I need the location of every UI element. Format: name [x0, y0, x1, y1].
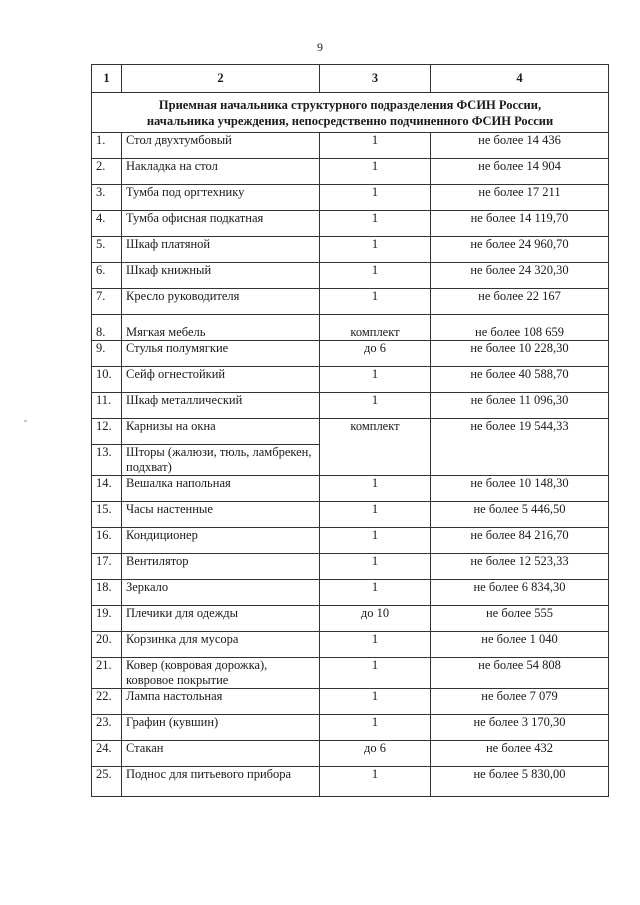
table-row	[92, 367, 609, 393]
item-name: Шкаф платяной	[122, 237, 320, 263]
item-name: Шторы (жалюзи, тюль, ламбрекен, подхват)	[122, 445, 320, 476]
table-row	[92, 133, 609, 159]
row-number: 14.	[92, 476, 122, 502]
item-quantity: 1	[320, 133, 431, 159]
item-quantity: 1	[320, 554, 431, 580]
item-name: Стулья полумягкие	[122, 341, 320, 367]
item-name: Лампа настольная	[122, 689, 320, 715]
header-col-4: 4	[431, 65, 609, 93]
table-row	[92, 502, 609, 528]
item-name: Корзинка для мусора	[122, 632, 320, 658]
row-number: 18.	[92, 580, 122, 606]
row-number: 3.	[92, 185, 122, 211]
header-col-2: 2	[122, 65, 320, 93]
table-row	[92, 689, 609, 715]
row-number: 8.	[92, 315, 122, 341]
item-price: не более 555	[431, 606, 609, 632]
item-price: не более 24 320,30	[431, 263, 609, 289]
row-number: 19.	[92, 606, 122, 632]
table-row	[92, 741, 609, 767]
table-row	[92, 554, 609, 580]
item-price: не более 5 830,00	[431, 767, 609, 797]
item-name: Шкаф книжный	[122, 263, 320, 289]
row-number: 1.	[92, 133, 122, 159]
item-price: не более 1 040	[431, 632, 609, 658]
row-number: 17.	[92, 554, 122, 580]
item-name: Плечики для одежды	[122, 606, 320, 632]
item-price: не более 40 588,70	[431, 367, 609, 393]
row-number: 11.	[92, 393, 122, 419]
item-price: не более 108 659	[431, 315, 609, 341]
item-quantity: комплект	[320, 315, 431, 341]
row-number: 16.	[92, 528, 122, 554]
row-number: 9.	[92, 341, 122, 367]
item-name: Тумба офисная подкатная	[122, 211, 320, 237]
section-header-row	[92, 93, 609, 133]
row-number: 10.	[92, 367, 122, 393]
item-quantity: 1	[320, 689, 431, 715]
table-row	[92, 528, 609, 554]
table-row	[92, 715, 609, 741]
table-row	[92, 767, 609, 797]
table-row	[92, 315, 609, 341]
item-name: Часы настенные	[122, 502, 320, 528]
item-price: не более 3 170,30	[431, 715, 609, 741]
item-price: не более 14 904	[431, 159, 609, 185]
section-title-line-1: Приемная начальника структурного подразделения ФСИН России,	[158, 97, 542, 112]
table-row	[92, 211, 609, 237]
item-name: Шкаф металлический	[122, 393, 320, 419]
item-price: не более 22 167	[431, 289, 609, 315]
row-number: 6.	[92, 263, 122, 289]
item-quantity: 1	[320, 263, 431, 289]
item-quantity: 1	[320, 580, 431, 606]
item-name: Тумба под оргтехнику	[122, 185, 320, 211]
scan-artifact	[24, 420, 27, 422]
item-price: не более 14 119,70	[431, 211, 609, 237]
item-price: не более 5 446,50	[431, 502, 609, 528]
item-name: Графин (кувшин)	[122, 715, 320, 741]
item-quantity: 1	[320, 393, 431, 419]
row-number: 24.	[92, 741, 122, 767]
table-row	[92, 580, 609, 606]
item-name: Поднос для питьевого прибора	[122, 767, 320, 797]
item-quantity: 1	[320, 476, 431, 502]
item-quantity: 1	[320, 502, 431, 528]
table-row	[92, 159, 609, 185]
row-number: 21.	[92, 658, 122, 689]
table-row	[92, 419, 609, 445]
item-quantity: до 6	[320, 741, 431, 767]
table-row	[92, 393, 609, 419]
item-name: Ковер (ковровая дорожка), ковровое покрытие	[122, 658, 320, 689]
section-title-line-2: начальника учреждения, непосредственно подчиненного ФСИН России	[146, 113, 554, 128]
row-number: 23.	[92, 715, 122, 741]
item-price: не более 10 228,30	[431, 341, 609, 367]
row-number: 4.	[92, 211, 122, 237]
item-price: не более 7 079	[431, 689, 609, 715]
item-quantity: 1	[320, 528, 431, 554]
item-quantity: 1	[320, 658, 431, 689]
item-price: не более 12 523,33	[431, 554, 609, 580]
table-row	[92, 341, 609, 367]
item-quantity: до 10	[320, 606, 431, 632]
section-title	[92, 93, 609, 133]
item-name: Кресло руководителя	[122, 289, 320, 315]
item-name: Кондиционер	[122, 528, 320, 554]
item-name: Зеркало	[122, 580, 320, 606]
header-col-3: 3	[320, 65, 431, 93]
table-header-row	[92, 65, 609, 93]
item-quantity: до 6	[320, 341, 431, 367]
item-quantity: 1	[320, 237, 431, 263]
item-price: не более 24 960,70	[431, 237, 609, 263]
item-name: Вентилятор	[122, 554, 320, 580]
item-quantity: 1	[320, 185, 431, 211]
item-quantity: 1	[320, 632, 431, 658]
furniture-norms-table	[91, 64, 609, 797]
item-price: не более 84 216,70	[431, 528, 609, 554]
item-name: Вешалка напольная	[122, 476, 320, 502]
item-price: не более 11 096,30	[431, 393, 609, 419]
item-price: не более 17 211	[431, 185, 609, 211]
page-number: 9	[317, 40, 323, 54]
item-name: Накладка на стол	[122, 159, 320, 185]
table-row	[92, 632, 609, 658]
item-price: не более 10 148,30	[431, 476, 609, 502]
item-name: Сейф огнестойкий	[122, 367, 320, 393]
row-number: 15.	[92, 502, 122, 528]
item-price: не более 54 808	[431, 658, 609, 689]
item-quantity: 1	[320, 159, 431, 185]
item-name: Стакан	[122, 741, 320, 767]
row-number: 12.	[92, 419, 122, 445]
item-price: не более 6 834,30	[431, 580, 609, 606]
row-number: 13.	[92, 445, 122, 476]
row-number: 22.	[92, 689, 122, 715]
table-row	[92, 185, 609, 211]
table-row	[92, 476, 609, 502]
item-name: Стол двухтумбовый	[122, 133, 320, 159]
item-price: не более 432	[431, 741, 609, 767]
item-price: не более 19 544,33	[431, 419, 609, 476]
row-number: 2.	[92, 159, 122, 185]
row-number: 7.	[92, 289, 122, 315]
item-quantity: 1	[320, 211, 431, 237]
item-quantity: комплект	[320, 419, 431, 476]
item-quantity: 1	[320, 767, 431, 797]
item-name: Карнизы на окна	[122, 419, 320, 445]
item-quantity: 1	[320, 289, 431, 315]
table-row	[92, 263, 609, 289]
row-number: 20.	[92, 632, 122, 658]
item-price: не более 14 436	[431, 133, 609, 159]
item-name: Мягкая мебель	[122, 315, 320, 341]
table-row	[92, 606, 609, 632]
table-row	[92, 237, 609, 263]
header-col-1: 1	[92, 65, 122, 93]
row-number: 5.	[92, 237, 122, 263]
table-row	[92, 289, 609, 315]
item-quantity: 1	[320, 367, 431, 393]
item-quantity: 1	[320, 715, 431, 741]
row-number: 25.	[92, 767, 122, 797]
table-row	[92, 658, 609, 689]
